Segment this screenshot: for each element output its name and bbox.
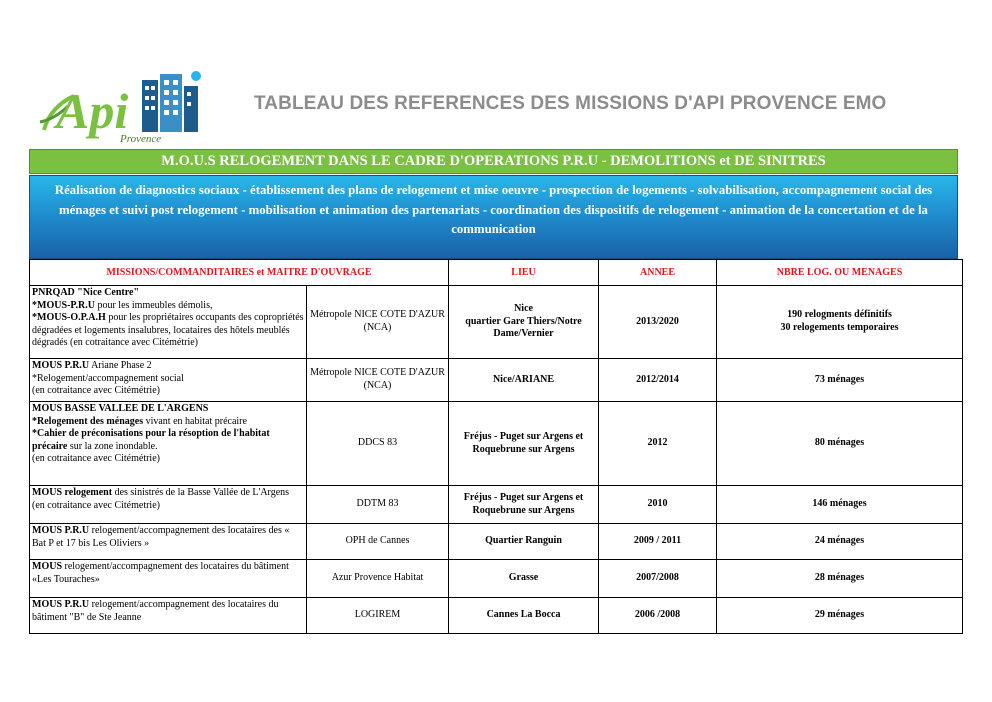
lieu-cell: Grasse — [449, 560, 599, 598]
references-table — [29, 259, 963, 634]
annee-cell: 2010 — [599, 486, 717, 524]
annee-cell: 2012 — [599, 402, 717, 486]
lieu-cell: Cannes La Bocca — [449, 598, 599, 634]
table-row — [30, 359, 963, 402]
nbre-cell: 146 ménages — [717, 486, 963, 524]
lieu-cell: Quartier Ranguin — [449, 524, 599, 560]
table-row — [30, 524, 963, 560]
nbre-cell: 29 ménages — [717, 598, 963, 634]
logo-text: Api — [56, 83, 129, 139]
mission-cell: MOUS P.R.U Ariane Phase 2 *Relogement/accompagnement social (en cotraitance avec Citémétrie) — [30, 359, 307, 402]
nbre-cell: 73 ménages — [717, 359, 963, 402]
section-banner: M.O.U.S RELOGEMENT DANS LE CADRE D'OPERATIONS P.R.U - DEMOLITIONS et DE SINITRES — [29, 149, 958, 174]
commanditaire-cell: DDCS 83 — [307, 402, 449, 486]
nbre-cell: 190 relogments définitifs 30 relogements temporaires — [717, 286, 963, 359]
lieu-cell: Fréjus - Puget sur Argens et Roquebrune sur Argens — [449, 486, 599, 524]
lieu-cell: Fréjus - Puget sur Argens et Roquebrune sur Argens — [449, 402, 599, 486]
mission-cell: PNRQAD "Nice Centre" *MOUS-P.R.U pour les immeubles démolis, *MOUS-O.P.A.H pour les propriétaires occupants des copropriétés dégradées et logements insalubres, locataires des hôtels meublés dégradés (en cotraitance avec Citémétrie) — [30, 286, 307, 359]
mission-cell: MOUS relogement des sinistrés de la Basse Vallée de L'Argens (en cotraitance avec Citémetrie) — [30, 486, 307, 524]
annee-cell: 2012/2014 — [599, 359, 717, 402]
table-row — [30, 286, 963, 359]
commanditaire-cell: LOGIREM — [307, 598, 449, 634]
table-header-row — [30, 260, 963, 286]
page-title: TABLEAU DES REFERENCES DES MISSIONS D'API PROVENCE EMO — [254, 93, 887, 114]
annee-cell: 2007/2008 — [599, 560, 717, 598]
mission-description: Réalisation de diagnostics sociaux - établissement des plans de relogement et mise oeuvre - prospection de logements - solvabilisation, accompagnement social des ménages et suivi post relogement - mobilisation et animation des partenariats - coordination des dispositifs de relogement - animation de la concertation et de la communication — [29, 175, 958, 259]
table-row — [30, 560, 963, 598]
annee-cell: 2006 /2008 — [599, 598, 717, 634]
nbre-cell: 80 ménages — [717, 402, 963, 486]
table-row — [30, 486, 963, 524]
lieu-cell: Nice quartier Gare Thiers/Notre Dame/Vernier — [449, 286, 599, 359]
mission-cell: MOUS P.R.U relogement/accompagnement des locataires du bâtiment "B" de Ste Jeanne — [30, 598, 307, 634]
annee-cell: 2013/2020 — [599, 286, 717, 359]
table-row — [30, 598, 963, 634]
table-row — [30, 402, 963, 486]
header-annee: ANNEE — [599, 260, 717, 286]
lieu-cell: Nice/ARIANE — [449, 359, 599, 402]
commanditaire-cell: Azur Provence Habitat — [307, 560, 449, 598]
mission-cell: MOUS BASSE VALLEE DE L'ARGENS *Relogement des ménages vivant en habitat précaire *Cahier de préconisations pour la résoption de l'habitat précaire sur la zone inondable. (en cotraitance avec Citémétrie) — [30, 402, 307, 486]
logo-subtext: Provence — [120, 133, 162, 145]
header-lieu: LIEU — [449, 260, 599, 286]
annee-cell: 2009 / 2011 — [599, 524, 717, 560]
header-missions: MISSIONS/COMMANDITAIRES et MAITRE D'OUVRAGE — [30, 260, 449, 286]
commanditaire-cell: OPH de Cannes — [307, 524, 449, 560]
nbre-cell: 28 ménages — [717, 560, 963, 598]
header-nbre: NBRE LOG. OU MENAGES — [717, 260, 963, 286]
nbre-cell: 24 ménages — [717, 524, 963, 560]
commanditaire-cell: Métropole NICE COTE D'AZUR (NCA) — [307, 359, 449, 402]
mission-cell: MOUS P.R.U relogement/accompagnement des locataires des « Bat P et 17 bis Les Oliviers » — [30, 524, 307, 560]
api-provence-logo — [38, 62, 206, 146]
commanditaire-cell: DDTM 83 — [307, 486, 449, 524]
commanditaire-cell: Métropole NICE COTE D'AZUR (NCA) — [307, 286, 449, 359]
mission-cell: MOUS relogement/accompagnement des locataires du bâtiment «Les Touraches» — [30, 560, 307, 598]
